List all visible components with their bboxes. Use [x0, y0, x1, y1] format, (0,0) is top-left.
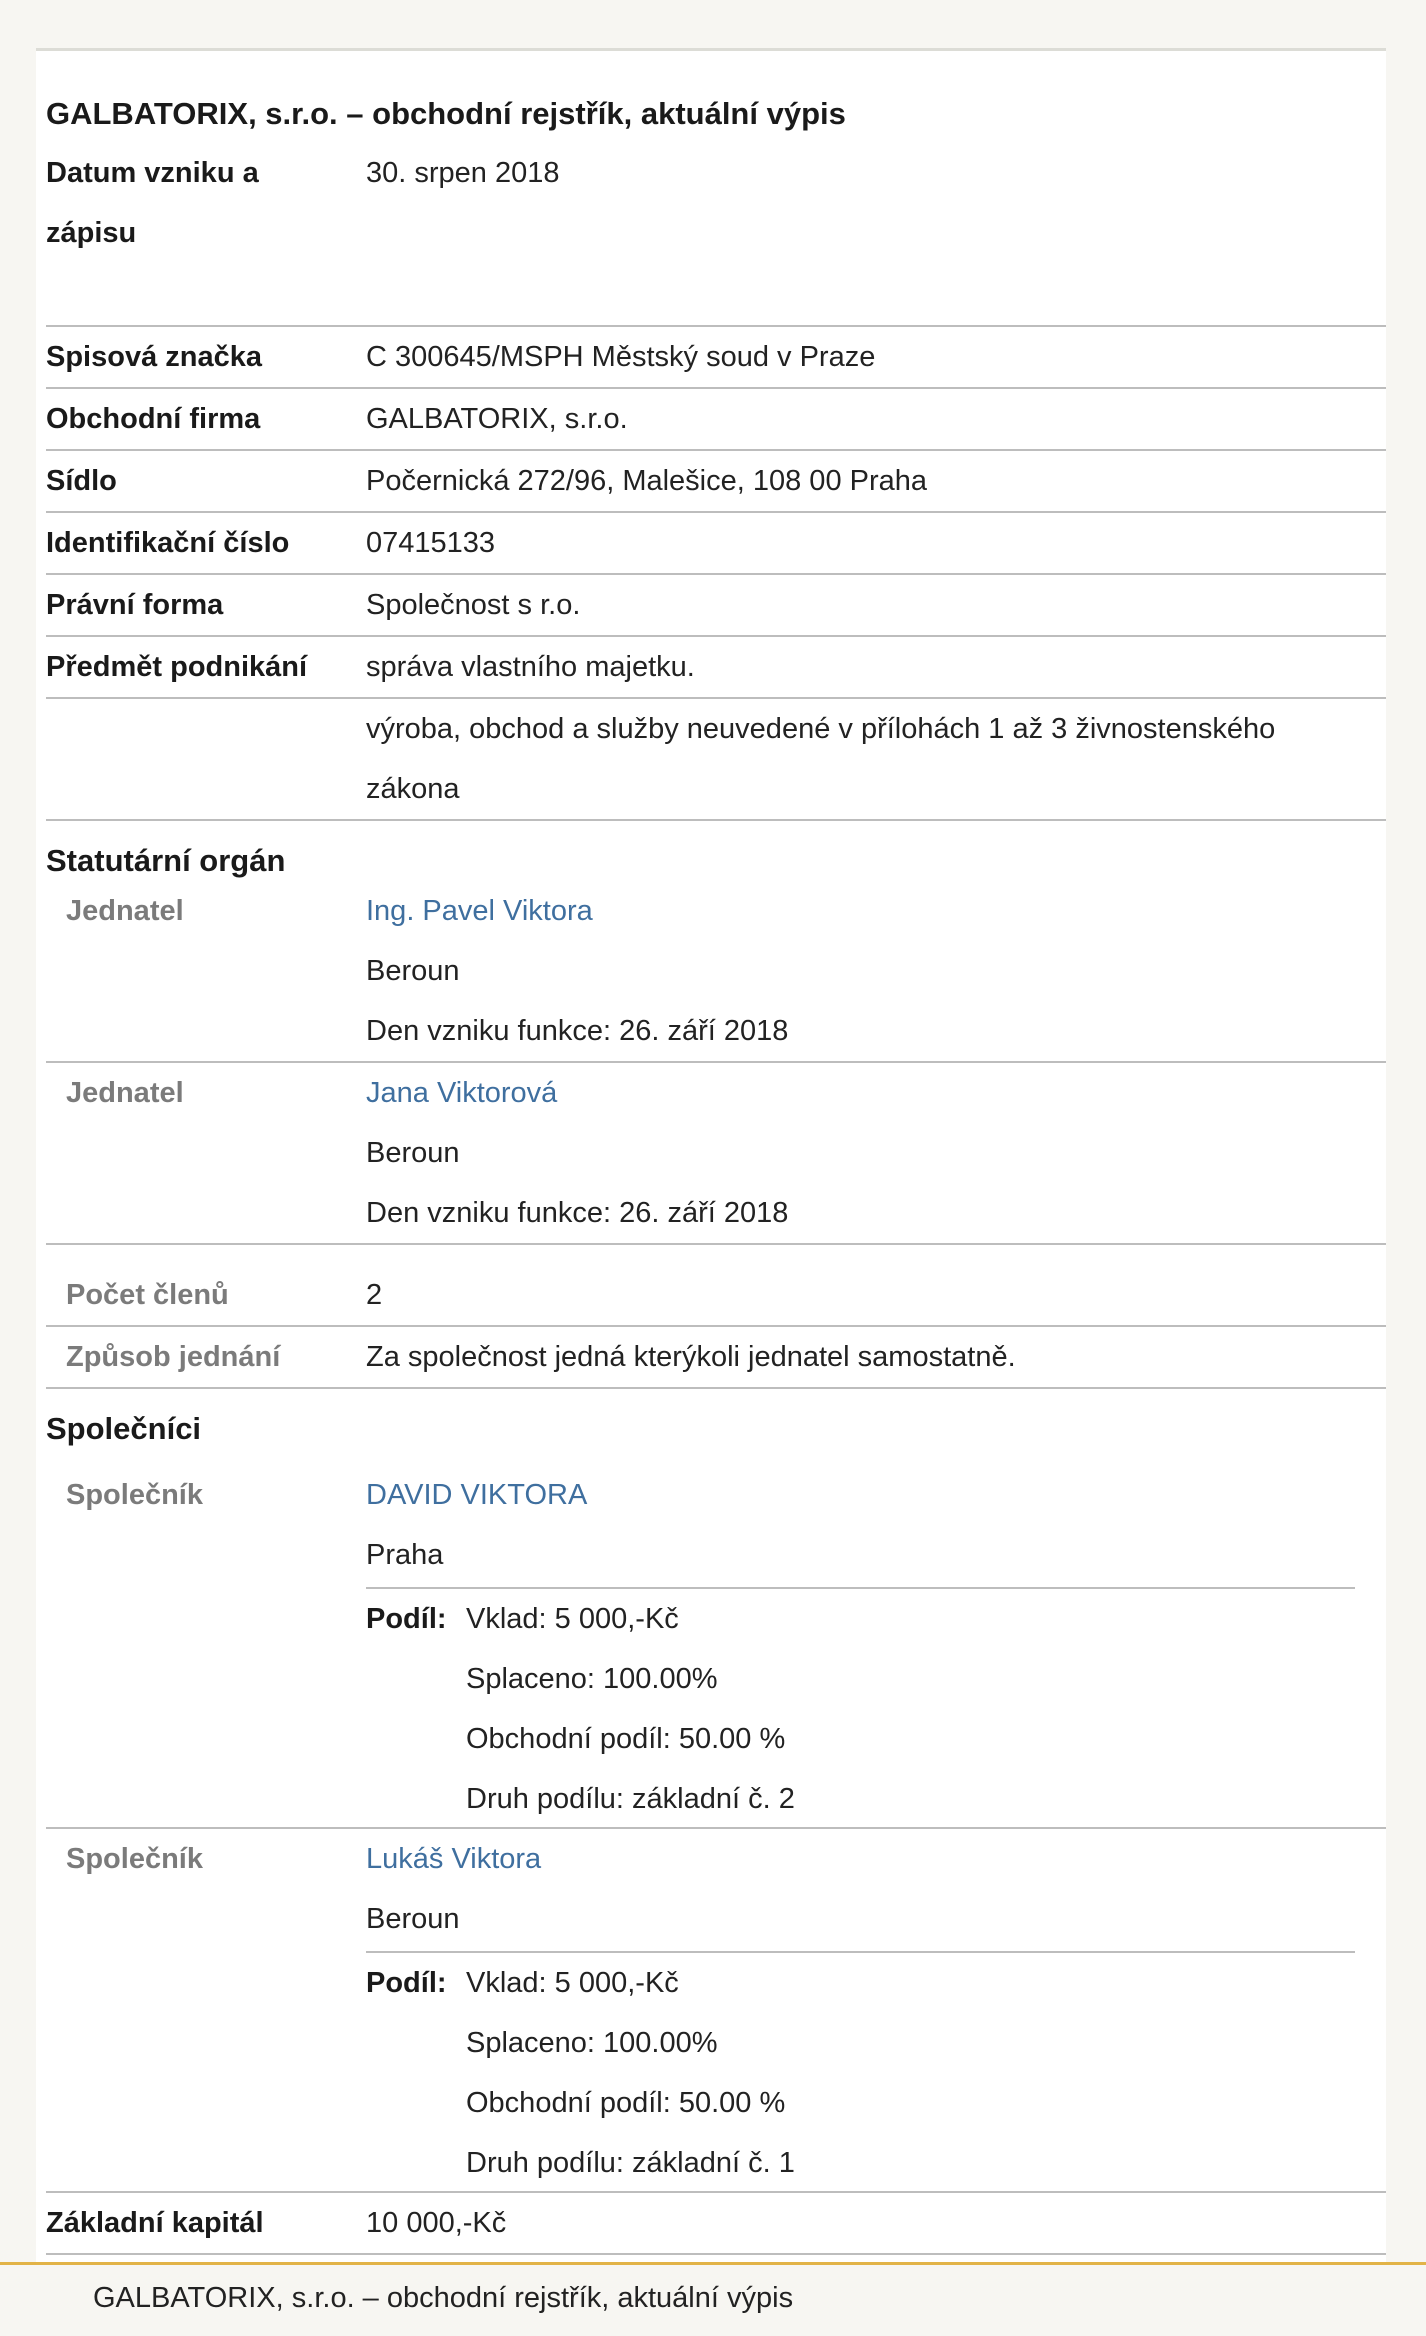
person-since: Den vzniku funkce: 26. září 2018 — [366, 1197, 789, 1229]
person-link[interactable]: Ing. Pavel Viktora — [366, 895, 593, 927]
row-pocet-clenu — [46, 1245, 1386, 1327]
podil-label: Podíl: — [366, 1967, 447, 1999]
person-city: Beroun — [366, 955, 460, 987]
row-label: Spisová značka — [46, 341, 262, 373]
podil-splaceno: Splaceno: 100.00% — [466, 1663, 718, 1695]
row-label: Jednatel — [66, 895, 184, 927]
footer-divider — [0, 2262, 1426, 2265]
row-label: Společník — [66, 1843, 203, 1875]
row-label: Jednatel — [66, 1077, 184, 1109]
section-heading-spolecnici: Společníci — [46, 1411, 202, 1446]
row-zpusob-jednani — [46, 1327, 1386, 1389]
podil-obchodni: Obchodní podíl: 50.00 % — [466, 2087, 786, 2119]
row-label: Datum vzniku a — [46, 157, 259, 189]
podil-druh: Druh podílu: základní č. 2 — [466, 1783, 795, 1815]
row-value: Za společnost jedná kterýkoli jednatel samostatně. — [366, 1341, 1016, 1373]
row-predmet-podnikani — [46, 637, 1386, 699]
row-obchodni-firma — [46, 389, 1386, 451]
person-city: Beroun — [366, 1137, 460, 1169]
row-sidlo — [46, 451, 1386, 513]
row-label: Způsob jednání — [66, 1341, 281, 1373]
row-value: výroba, obchod a služby neuvedené v přílohách 1 až 3 živnostenského — [366, 713, 1276, 745]
row-value: 30. srpen 2018 — [366, 157, 560, 189]
row-label: Sídlo — [46, 465, 117, 497]
row-label: Počet členů — [66, 1279, 229, 1311]
row-value: GALBATORIX, s.r.o. — [366, 403, 628, 435]
person-city: Beroun — [366, 1903, 460, 1935]
row-label: Identifikační číslo — [46, 527, 290, 559]
row-value: C 300645/MSPH Městský soud v Praze — [366, 341, 876, 373]
row-label: Předmět podnikání — [46, 651, 308, 683]
row-pravni-forma — [46, 575, 1386, 637]
row-spolecnik — [46, 1829, 1386, 2193]
row-value: správa vlastního majetku. — [366, 651, 695, 683]
row-value: 07415133 — [366, 527, 496, 559]
row-value: Počernická 272/96, Malešice, 108 00 Praha — [366, 465, 928, 497]
row-label: Základní kapitál — [46, 2207, 264, 2239]
row-value: Společnost s r.o. — [366, 589, 581, 621]
podil-vklad: Vklad: 5 000,-Kč — [466, 1967, 679, 1999]
section-heading-statutarni-organ: Statutární orgán — [46, 843, 286, 878]
podil-obchodni: Obchodní podíl: 50.00 % — [466, 1723, 786, 1755]
register-extract-card — [36, 48, 1386, 2265]
row-label: Společník — [66, 1479, 203, 1511]
podil-splaceno: Splaceno: 100.00% — [466, 2027, 718, 2059]
row-value: 10 000,-Kč — [366, 2207, 507, 2239]
row-spolecnik — [46, 1465, 1386, 1829]
person-city: Praha — [366, 1539, 444, 1571]
row-label: zápisu — [46, 217, 137, 249]
row-value: zákona — [366, 773, 460, 805]
podil-druh: Druh podílu: základní č. 1 — [466, 2147, 795, 2179]
row-spisova-znacka — [46, 327, 1386, 389]
row-zakladni-kapital — [46, 2193, 1386, 2255]
person-since: Den vzniku funkce: 26. září 2018 — [366, 1015, 789, 1047]
row-jednatel — [46, 881, 1386, 1063]
person-link[interactable]: Lukáš Viktora — [366, 1843, 542, 1875]
row-value: 2 — [366, 1279, 383, 1311]
row-identifikacni-cislo — [46, 513, 1386, 575]
row-jednatel — [46, 1063, 1386, 1245]
podil-label: Podíl: — [366, 1603, 447, 1635]
row-label: Právní forma — [46, 589, 224, 621]
page-title: GALBATORIX, s.r.o. – obchodní rejstřík, aktuální výpis — [46, 96, 846, 131]
podil-vklad: Vklad: 5 000,-Kč — [466, 1603, 679, 1635]
person-link[interactable]: Jana Viktorová — [366, 1077, 558, 1109]
row-datum-vzniku — [46, 143, 1386, 327]
person-link[interactable]: DAVID VIKTORA — [366, 1479, 588, 1511]
footer-text: GALBATORIX, s.r.o. – obchodní rejstřík, aktuální výpis — [93, 2282, 794, 2314]
row-label: Obchodní firma — [46, 403, 261, 435]
